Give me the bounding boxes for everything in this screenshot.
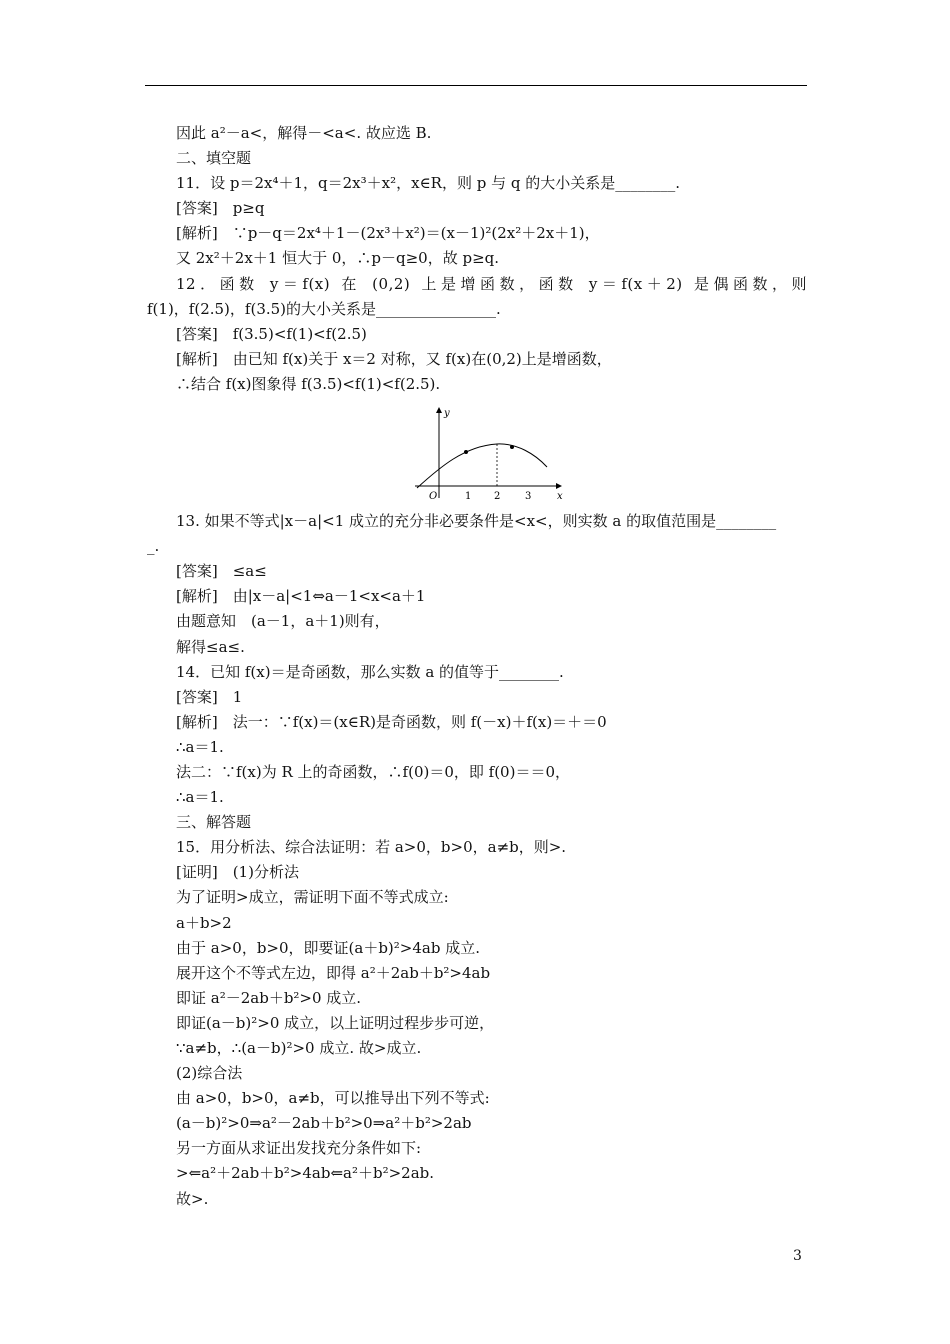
- proof-15-step7: ∵a≠b，∴(a－b)²>0 成立. 故>成立.: [176, 1039, 422, 1057]
- proof-15-synthetic: (2)综合法: [176, 1064, 243, 1083]
- proof-15-syn3: 另一方面从求证出发找充分条件如下:: [176, 1139, 422, 1158]
- function-graph: [409, 404, 569, 500]
- y-axis-label: y: [444, 408, 450, 420]
- proof-15-syn2: (a－b)²>0⇒a²－2ab＋b²>0⇒a²＋b²>2ab: [176, 1114, 472, 1133]
- analysis-12-cont: ∴结合 f(x)图象得 f(3.5)<f(1)<f(2.5).: [176, 374, 441, 393]
- analysis-12: [解析] 由已知 f(x)关于 x＝2 对称，又 f(x)在(0,2)上是增函数，: [176, 349, 612, 368]
- page-body: [147, 121, 807, 1212]
- proof-15-syn4: >⇐a²＋2ab＋b²>4ab⇐a²＋b²>2ab.: [176, 1164, 435, 1183]
- problem-13: 13. 如果不等式|x－a|<1 成立的充分非必要条件是<x<，则实数 a 的取值范围是________: [176, 512, 777, 531]
- proof-15-step4: 展开这个不等式左边，即得 a²＋2ab＋b²>4ab: [176, 963, 491, 982]
- analysis-14-method2: 法二：∵f(x)为 R 上的奇函数，∴f(0)＝0，即 f(0)＝＝0，: [176, 762, 571, 781]
- point-f25: [510, 445, 514, 449]
- answer-11: [答案] p≥q: [176, 199, 265, 218]
- analysis-14-a1: ∴a＝1.: [176, 737, 224, 756]
- analysis-14-a1-b: ∴a＝1.: [176, 788, 224, 807]
- function-graph-figure: [147, 404, 807, 500]
- problem-13-cont: _.: [147, 537, 160, 556]
- analysis-11-cont: 又 2x²＋2x＋1 恒大于 0，∴p－q≥0，故 p≥q.: [176, 249, 500, 268]
- proof-15-step1: 为了证明>成立，需证明下面不等式成立:: [176, 888, 449, 907]
- analysis-13-result: 解得≤a≤.: [176, 637, 245, 656]
- page-number: 3: [793, 1248, 802, 1264]
- origin-label: O: [429, 491, 438, 501]
- x-axis-label: x: [557, 491, 563, 501]
- tick-label-1: 1: [465, 491, 472, 501]
- function-curve: [417, 444, 547, 488]
- problem-12-cont: f(1)，f(2.5)，f(3.5)的大小关系是________________.: [147, 299, 501, 318]
- answer-12: [答案] f(3.5)<f(1)<f(2.5): [176, 324, 367, 343]
- proof-15: [证明] (1)分析法: [176, 863, 299, 882]
- problem-15: 15．用分析法、综合法证明：若 a>0，b>0，a≠b，则>.: [176, 838, 567, 857]
- proof-15-step3: 由于 a>0，b>0，即要证(a＋b)²>4ab 成立.: [176, 938, 480, 957]
- proof-15-step6: 即证(a－b)²>0 成立，以上证明过程步步可逆，: [176, 1013, 495, 1032]
- proof-15-syn1: 由 a>0，b>0，a≠b，可以推导出下列不等式:: [176, 1089, 490, 1108]
- heading-fill-blank: 二、填空题: [176, 149, 252, 168]
- tick-label-3: 3: [525, 491, 532, 501]
- proof-15-step2: a＋b>2: [176, 913, 232, 932]
- problem-12: 12．函数 y＝f(x) 在 (0,2) 上是增函数，函数 y＝f(x＋2) 是偶函数，则: [176, 274, 807, 293]
- problem-14: 14．已知 f(x)＝是奇函数，那么实数 a 的值等于________.: [176, 662, 564, 681]
- problem-11: 11．设 p＝2x⁴＋1，q＝2x³＋x²，x∈R，则 p 与 q 的大小关系是________.: [176, 174, 681, 193]
- answer-13: [答案] ≤a≤: [176, 562, 267, 581]
- proof-15-step5: 即证 a²－2ab＋b²>0 成立.: [176, 988, 362, 1007]
- point-f1: [464, 450, 468, 454]
- heading-solve: 三、解答题: [176, 813, 252, 832]
- analysis-13-cont: 由题意知 (a－1，a＋1)则有，: [176, 612, 390, 631]
- analysis-13: [解析] 由|x－a|<1⇔a－1<x<a＋1: [176, 587, 426, 606]
- analysis-11: [解析] ∵p－q＝2x⁴＋1－(2x³＋x²)＝(x－1)²(2x²＋2x＋1)，: [176, 224, 600, 243]
- tick-label-2: 2: [494, 491, 501, 501]
- analysis-14: [解析] 法一：∵f(x)＝(x∈R)是奇函数，则 f(－x)＋f(x)＝＋＝0: [176, 712, 607, 731]
- header-rule: [145, 85, 807, 86]
- line-therefore-a2: 因此 a²－a<，解得－<a<. 故应选 B.: [176, 124, 432, 142]
- proof-15-conclusion: 故>.: [176, 1189, 209, 1208]
- answer-14: [答案] 1: [176, 687, 243, 706]
